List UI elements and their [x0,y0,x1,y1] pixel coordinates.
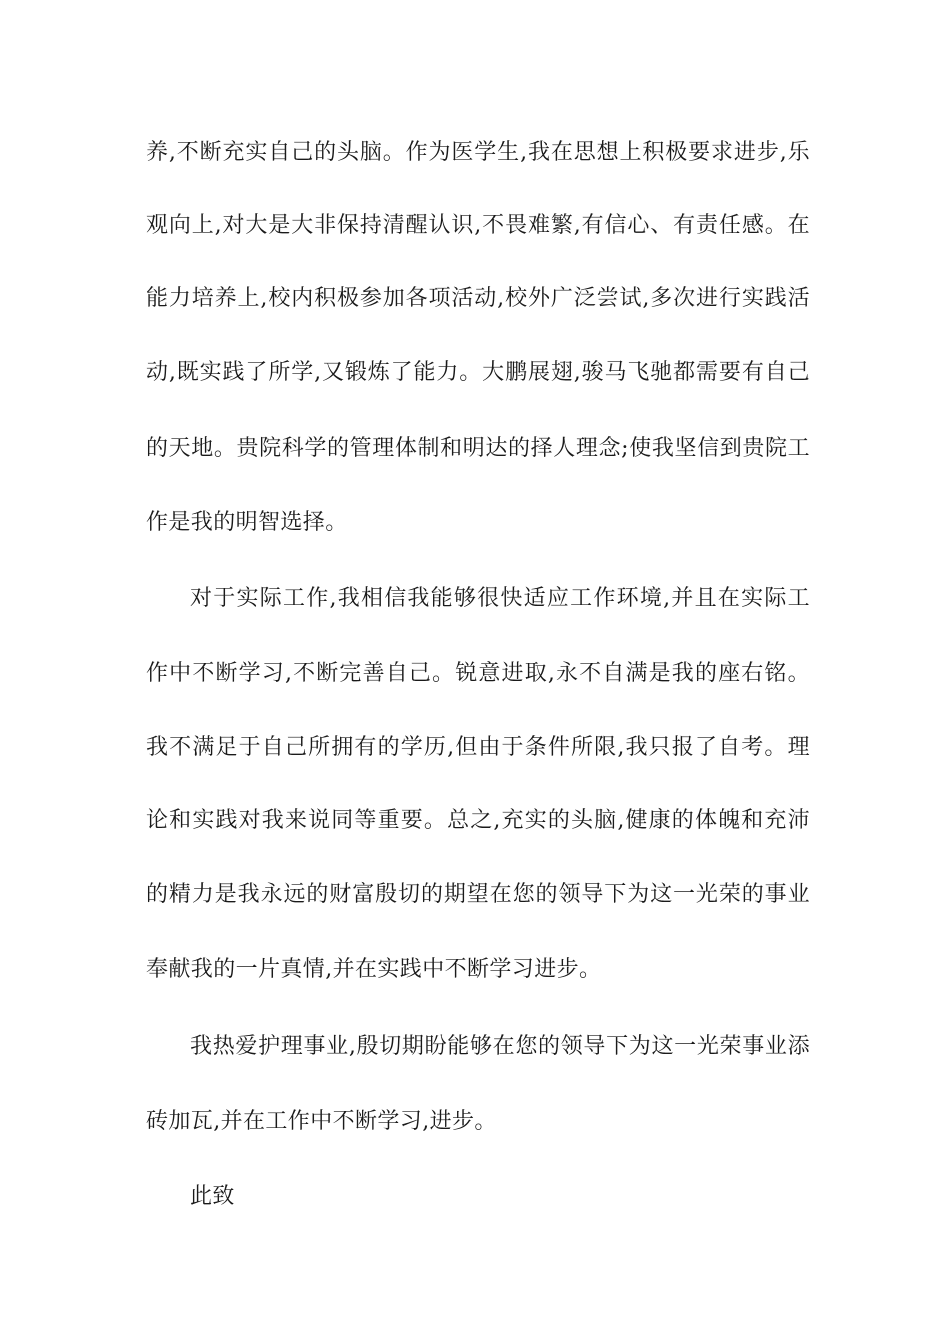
paragraph-line: 养,不断充实自己的头脑。作为医学生,我在思想上积极要求进步,乐 [146,140,810,165]
paragraph-line: 动,既实践了所学,又锻炼了能力。大鹏展翅,骏马飞驰都需要有自己 [146,360,810,385]
paragraph-line: 的天地。贵院科学的管理体制和明达的择人理念;使我坚信到贵院工 [146,436,810,461]
paragraph-line: 我不满足于自己所拥有的学历,但由于条件所限,我只报了自考。理 [146,735,810,760]
paragraph-line: 能力培养上,校内积极参加各项活动,校外广泛尝试,多次进行实践活 [146,286,810,311]
paragraph-line: 奉献我的一片真情,并在实践中不断学习进步。 [146,957,602,982]
paragraph-line: 的精力是我永远的财富殷切的期望在您的领导下为这一光荣的事业 [146,882,810,907]
paragraph-line: 论和实践对我来说同等重要。总之,充实的头脑,健康的体魄和充沛 [146,808,810,833]
paragraph-line: 作中不断学习,不断完善自己。锐意进取,永不自满是我的座右铭。 [146,661,810,686]
paragraph-line: 观向上,对大是大非保持清醒认识,不畏难繁,有信心、有责任感。在 [146,213,810,238]
closing-line: 此致 [190,1184,235,1209]
paragraph-line: 我热爱护理事业,殷切期盼能够在您的领导下为这一光荣事业添 [190,1034,810,1059]
paragraph-line: 作是我的明智选择。 [146,510,348,535]
paragraph-line: 对于实际工作,我相信我能够很快适应工作环境,并且在实际工 [190,586,810,611]
paragraph-line: 砖加瓦,并在工作中不断学习,进步。 [146,1109,497,1134]
